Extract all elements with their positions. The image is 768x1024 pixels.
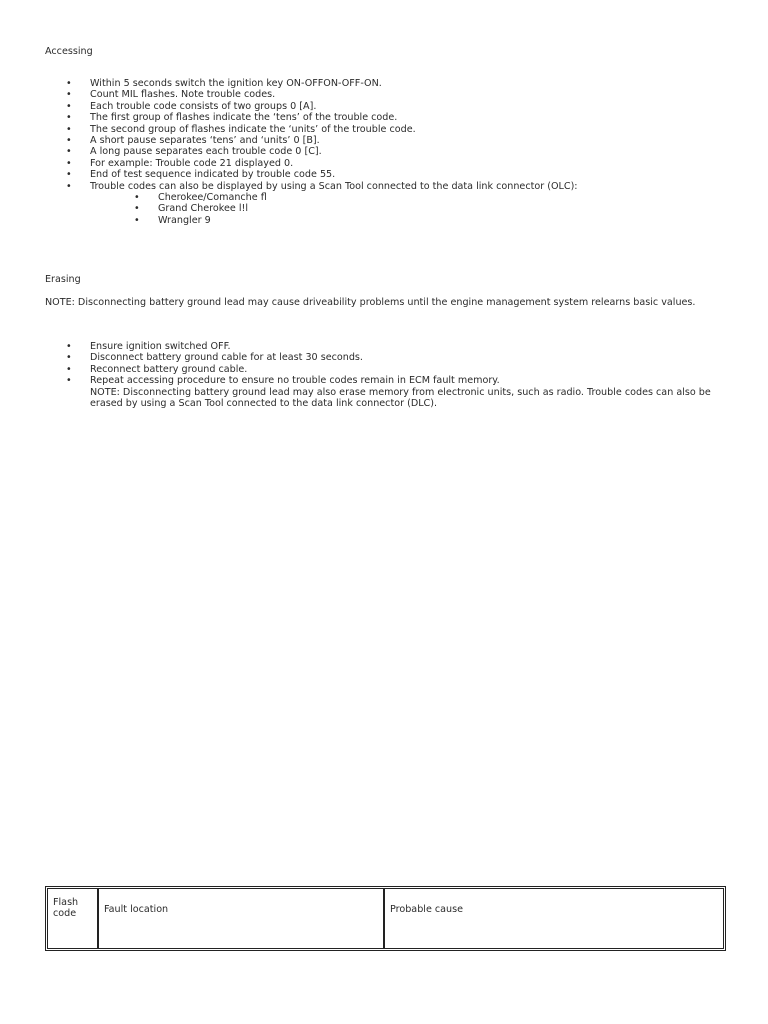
list-item: • Count MIL flashes. Note trouble codes. [0, 89, 720, 100]
sub-list-item: • Wrangler 9 [90, 215, 720, 226]
list-item: • Reconnect battery ground cable. [0, 364, 720, 375]
list-item: • End of test sequence indicated by trouble code 55. [0, 169, 720, 180]
list-item: • The first group of flashes indicate the ‘tens’ of the trouble code. [0, 112, 720, 123]
accessing-steps-list [0, 78, 720, 226]
list-item-text: Trouble codes can also be displayed by using a Scan Tool connected to the data link connector (OLC): [90, 180, 578, 192]
column-header-flash-code: Flash code [48, 889, 99, 948]
table-header-row [48, 889, 723, 948]
erasing-note: NOTE: Disconnecting battery ground lead may cause driveability problems until the engine management system relearns basic values. [45, 297, 696, 308]
list-item: • For example: Trouble code 21 displayed 0. [0, 158, 720, 169]
list-item: • A long pause separates each trouble code 0 [C]. [0, 146, 720, 157]
list-item [0, 181, 720, 227]
column-header-fault-location: Fault location [99, 889, 385, 948]
erasing-heading: Erasing [45, 274, 81, 285]
list-item: • Each trouble code consists of two groups 0 [A]. [0, 101, 720, 112]
flash-code-table [45, 886, 726, 951]
list-item: • A short pause separates ‘tens’ and ‘units’ 0 [B]. [0, 135, 720, 146]
sub-list-item: • Cherokee/Comanche fl [90, 192, 720, 203]
vehicle-models-list [90, 192, 720, 226]
list-item: • The second group of flashes indicate the ‘units’ of the trouble code. [0, 124, 720, 135]
erasing-item-note: NOTE: Disconnecting battery ground lead may also erase memory from electronic units, such as radio. Trouble codes can also be erased by using a Scan Tool connected to the data link connector (DLC). [90, 386, 711, 410]
list-item [0, 375, 720, 409]
list-item: • Within 5 seconds switch the ignition key ON-OFFON-OFF-ON. [0, 78, 720, 89]
list-item: • Disconnect battery ground cable for at least 30 seconds. [0, 352, 720, 363]
list-item: • Ensure ignition switched OFF. [0, 341, 720, 352]
erasing-steps-list [0, 341, 720, 409]
column-header-probable-cause: Probable cause [390, 904, 464, 915]
sub-list-item: • Grand Cherokee l!l [90, 203, 720, 214]
list-item-text: Repeat accessing procedure to ensure no trouble codes remain in ECM fault memory. [90, 375, 500, 387]
accessing-heading: Accessing [45, 46, 93, 57]
